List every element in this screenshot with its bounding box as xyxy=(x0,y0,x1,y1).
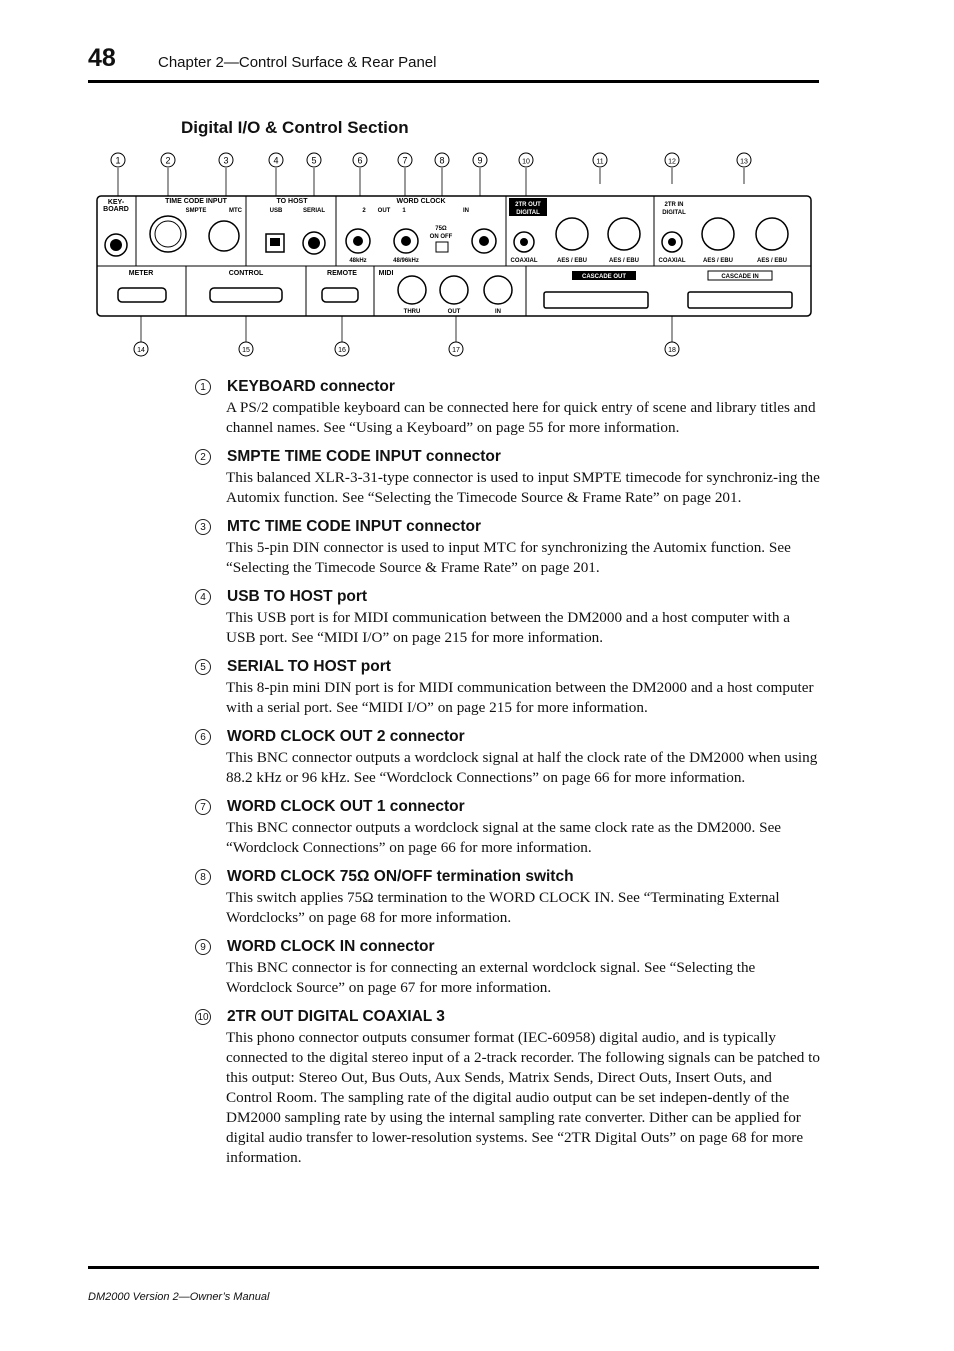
item-number: 7 xyxy=(195,799,211,815)
midi-out-icon xyxy=(440,276,468,304)
label-midi-thru: THRU xyxy=(403,309,421,315)
item-body: This switch applies 75Ω termination to the WORD CLOCK IN. See “Terminating External Wordclocks” on page 68 for more information. xyxy=(226,889,780,926)
callout-number: 7 xyxy=(402,155,408,166)
item-number: 1 xyxy=(195,379,211,395)
list-item xyxy=(195,936,820,998)
item-body: This balanced XLR-3-31-type connector is used to input SMPTE timecode for synchroniz-ing the Automix function. See “Selecting the Timecode Source & Frame Rate” on page 201. xyxy=(226,469,820,506)
item-body: This 8-pin mini DIN port is for MIDI communication between the DM2000 and a host computer with a serial port. See “MIDI I/O” on page 215 for more information. xyxy=(226,679,814,716)
cascade-out-port-icon xyxy=(544,292,648,308)
callout-number: 4 xyxy=(273,155,279,166)
callout-number: 8 xyxy=(439,155,445,166)
callout-number: 15 xyxy=(242,347,250,354)
label-to-host: TO HOST xyxy=(276,198,308,205)
label-on-off: ON OFF xyxy=(429,234,453,240)
footer-text: DM2000 Version 2—Owner’s Manual xyxy=(88,1291,270,1303)
label-aes-out-1: AES / EBU xyxy=(608,258,640,264)
callout-number: 12 xyxy=(668,158,676,166)
item-title: WORD CLOCK IN connector xyxy=(227,938,435,955)
label-remote: REMOTE xyxy=(327,270,357,277)
label-2tr-in-digital: DIGITAL xyxy=(662,210,686,216)
remote-port-icon xyxy=(322,288,358,302)
label-48khz: 48kHz xyxy=(349,258,367,264)
label-wc-2: 2 xyxy=(362,208,366,214)
label-mtc: MTC xyxy=(229,208,242,214)
aes-in-2-icon xyxy=(702,218,734,250)
label-cascade-in: CASCADE IN xyxy=(721,274,759,280)
mtc-din-icon xyxy=(209,221,239,251)
label-4896khz: 48/96kHz xyxy=(393,258,419,264)
item-number: 10 xyxy=(195,1009,211,1025)
label-meter: METER xyxy=(128,270,154,277)
label-time-code-input: TIME CODE INPUT xyxy=(165,198,227,205)
midi-thru-icon xyxy=(398,276,426,304)
item-title: USB TO HOST port xyxy=(227,588,368,605)
label-2tr-out-digital: DIGITAL xyxy=(516,210,540,216)
list-item xyxy=(195,376,820,438)
page-number: 48 xyxy=(88,44,116,72)
list-item xyxy=(195,516,820,578)
cascade-in-port-icon xyxy=(688,292,792,308)
aes-in-1-icon xyxy=(756,218,788,250)
item-title: WORD CLOCK OUT 1 connector xyxy=(227,798,465,815)
callout-number: 16 xyxy=(338,347,346,354)
aes-out-2-icon xyxy=(556,218,588,250)
label-wc-out: OUT xyxy=(377,208,391,214)
callout-number: 1 xyxy=(115,155,121,166)
item-body: This BNC connector outputs a wordclock signal at half the clock rate of the DM2000 when using 88.2 kHz or 96 kHz. See “Wordclock Connections” on page 66 for more information. xyxy=(226,749,818,786)
callout-number: 2 xyxy=(165,155,171,166)
item-body: A PS/2 compatible keyboard can be connected here for quick entry of scene and library titles and channel names. See “Using a Keyboard” on page 55 for more information. xyxy=(226,399,816,436)
item-title: SMPTE TIME CODE INPUT connector xyxy=(227,448,501,465)
item-number: 4 xyxy=(195,589,211,605)
label-wc-in: IN xyxy=(463,208,469,214)
item-number: 8 xyxy=(195,869,211,885)
rear-panel-diagram xyxy=(96,148,816,363)
label-cascade-out: CASCADE OUT xyxy=(581,274,627,280)
callout-number: 18 xyxy=(668,347,676,354)
control-port-icon xyxy=(210,288,282,302)
header-rule xyxy=(88,80,819,83)
list-item xyxy=(195,656,820,718)
label-aes-in-1: AES / EBU xyxy=(756,258,788,264)
label-midi-in: IN xyxy=(495,309,501,315)
item-title: SERIAL TO HOST port xyxy=(227,658,391,675)
item-number: 3 xyxy=(195,519,211,535)
list-item xyxy=(195,866,820,928)
chapter-title: Chapter 2—Control Surface & Rear Panel xyxy=(158,54,437,71)
list-item xyxy=(195,1006,820,1168)
footer-rule xyxy=(88,1266,819,1269)
label-aes-in-2: AES / EBU xyxy=(702,258,734,264)
label-wc-1: 1 xyxy=(402,208,406,214)
list-item xyxy=(195,446,820,508)
label-usb: USB xyxy=(269,208,283,214)
item-body: This BNC connector outputs a wordclock signal at the same clock rate as the DM2000. See “Wordclock Connections” on page 66 for more information. xyxy=(226,819,782,856)
label-serial: SERIAL xyxy=(302,208,326,214)
label-smpte: SMPTE xyxy=(185,208,207,214)
callout-number: 5 xyxy=(311,155,317,166)
label-coaxial-in: COAXIAL xyxy=(658,258,686,264)
list-item xyxy=(195,586,820,648)
callout-number: 14 xyxy=(137,347,145,354)
aes-out-1-icon xyxy=(608,218,640,250)
item-body: This USB port is for MIDI communication between the DM2000 and a host computer with a USB port. See “MIDI I/O” on page 215 for more information. xyxy=(226,609,790,646)
section-title: Digital I/O & Control Section xyxy=(181,118,409,137)
item-number: 9 xyxy=(195,939,211,955)
label-control: CONTROL xyxy=(228,270,264,277)
label-midi-out: OUT xyxy=(447,309,461,315)
item-title: 2TR OUT DIGITAL COAXIAL 3 xyxy=(227,1008,445,1025)
callout-number: 6 xyxy=(357,155,363,166)
label-midi: MIDI xyxy=(378,270,394,277)
list-item xyxy=(195,726,820,788)
item-number: 6 xyxy=(195,729,211,745)
callout-number: 11 xyxy=(596,158,604,166)
label-75ohm: 75Ω xyxy=(435,226,447,232)
description-list xyxy=(195,376,820,1176)
list-item xyxy=(195,796,820,858)
item-number: 2 xyxy=(195,449,211,465)
label-word-clock: WORD CLOCK xyxy=(396,198,446,205)
bottom-callouts xyxy=(134,316,679,356)
callout-number: 9 xyxy=(477,155,483,166)
termination-switch-icon xyxy=(436,242,448,252)
callout-number: 13 xyxy=(740,158,748,166)
label-2tr-in: 2TR IN xyxy=(664,202,684,208)
item-body: This 5-pin DIN connector is used to input MTC for synchronizing the Automix function. See “Selecting the Timecode Source & Frame Rate” on page 201. xyxy=(226,539,791,576)
label-coaxial-out: COAXIAL xyxy=(510,258,538,264)
label-keyboard-1: KEY- xyxy=(107,199,125,206)
label-keyboard-2: BOARD xyxy=(103,206,129,213)
item-number: 5 xyxy=(195,659,211,675)
callout-number: 17 xyxy=(452,347,460,354)
callout-number: 10 xyxy=(522,158,530,166)
callout-number: 3 xyxy=(223,155,229,166)
item-title: MTC TIME CODE INPUT connector xyxy=(227,518,482,535)
item-title: WORD CLOCK 75Ω ON/OFF termination switch xyxy=(227,868,574,885)
item-title: KEYBOARD connector xyxy=(227,378,395,395)
meter-port-icon xyxy=(118,288,166,302)
item-body: This BNC connector is for connecting an external wordclock signal. See “Selecting the Wordclock Source” on page 67 for more information. xyxy=(226,959,756,996)
item-body: This phono connector outputs consumer format (IEC-60958) digital audio, and is typically connected to the digital stereo input of a 2-track recorder. The following signals can be patched to this output: Stereo Out, Bus Outs, Aux Sends, Matrix Sends, Direct Outs, Insert Outs, and Control Room. The sampling rate of the digital audio output can be set indepen-dently of the DM2000 sampling rate by using the internal sampling rate converter. Dither can be applied for digital audio transfer to lower-resolution systems. See “2TR Digital Outs” on page 68 for more information. xyxy=(226,1029,820,1166)
label-2tr-out: 2TR OUT xyxy=(515,202,541,208)
label-aes-out-2: AES / EBU xyxy=(556,258,588,264)
midi-in-icon xyxy=(484,276,512,304)
item-title: WORD CLOCK OUT 2 connector xyxy=(227,728,465,745)
